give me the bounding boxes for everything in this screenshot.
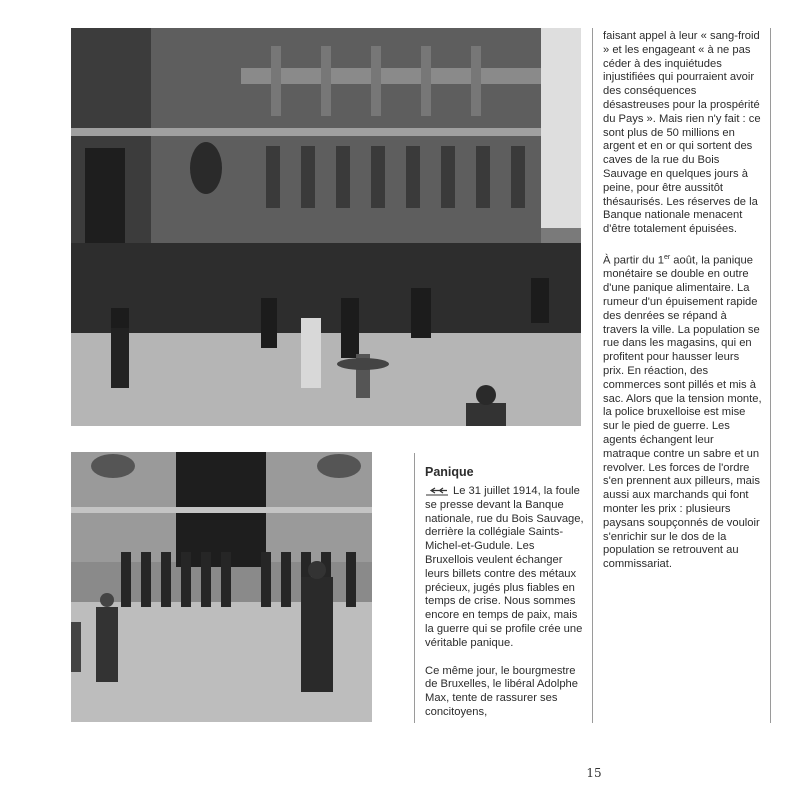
ordinal-superscript: er	[663, 253, 671, 261]
paragraph-text: août, la panique monétaire se double en outre d'une panique alimentaire. La rumeur d'un épuisement rapide des denrées se répand à travers la ville. La population se rue dans les magasins, qui en profitent pour hausser leurs prix. En réaction, des commerces sont pillés et mis à sac. Alors que la tension monte, la police bruxelloise est mise sur le pied de guerre. Les agents échangent leur matraque contre un sabre et un revolver. Les forces de l'ordre s'en prennent aux pilleurs, mais aussi aux marchands qui font monter les prix : plusieurs paysans soupçonnés de vouloir s'enrichir sur le dos de la population se retrouvent au commissariat.	[603, 254, 762, 571]
paragraph-text: À partir du 1	[603, 254, 664, 267]
section-heading: Panique	[425, 465, 474, 479]
photo-crowd-banque-nationale	[71, 28, 581, 426]
paragraph	[425, 484, 585, 651]
column-rule	[414, 453, 415, 723]
column-rule	[592, 28, 593, 723]
crowd-photo-illustration	[71, 28, 581, 426]
paragraph: faisant appel à leur « sang-froid » et les engageant « à ne pas céder à des inquiétudes injustifiées qui pourraient avoir des conséquences désastreuses pour la prospérité du Pays ». Mais rien n'y fait : ce sont plus de 50 millions en argent et en or qui sortent des caves de la rue du Bois Sauvage en quelques jours à peine, pour être aussitôt thésaurisés. Les réserves de la Banque nationale menacent d'être totalement épuisées.	[603, 30, 761, 236]
guards-photo-illustration	[71, 452, 372, 722]
column-rule	[770, 28, 771, 723]
text-column-right	[603, 30, 763, 572]
paragraph: Ce même jour, le bourgmestre de Bruxelles, le libéral Adolphe Max, tente de rassurer ses concitoyens,	[425, 664, 578, 718]
paragraph-text: Le 31 juillet 1914, la foule se presse devant la Banque nationale, rue du Bois Sauvage, derrière la collégiale Saints-Michel-et-Gudule. Les Bruxellois veulent échanger leurs billets contre des métaux précieux, jugés plus fiables en temps de crise. Nous sommes encore en temps de paix, mais la guerre qui se profile crée une véritable panique.	[425, 485, 584, 649]
photo-guards-entrance	[71, 452, 372, 722]
paragraph	[603, 251, 763, 572]
page-number: 15	[586, 766, 602, 780]
text-column-middle	[425, 464, 585, 720]
double-arrow-icon	[425, 486, 449, 496]
